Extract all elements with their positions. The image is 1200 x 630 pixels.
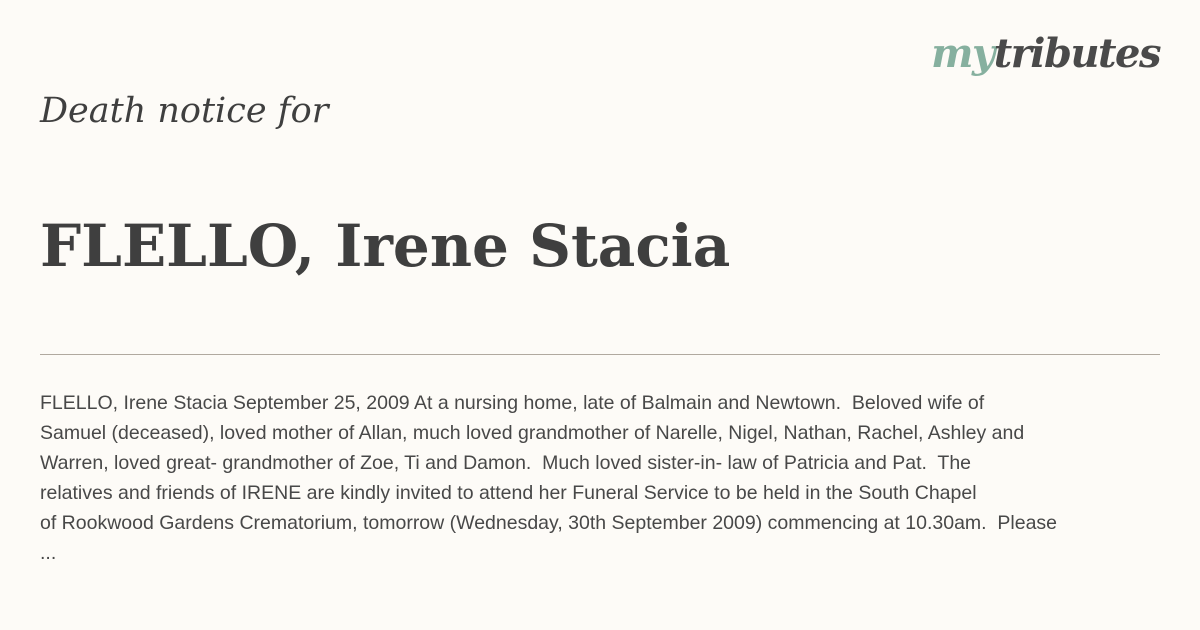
- notice-text: [40, 388, 1170, 568]
- notice-line: Samuel (deceased), loved mother of Allan, much loved grandmother of Narelle, Nigel, Nathan, Rachel, Ashley and: [40, 422, 1025, 444]
- notice-line: relatives and friends of IRENE are kindly invited to attend her Funeral Service to be held in the South Chapel: [40, 482, 977, 504]
- notice-ellipsis: ...: [40, 542, 57, 564]
- notice-line: FLELLO, Irene Stacia September 25, 2009 At a nursing home, late of Balmain and Newtown. Beloved wife of: [40, 392, 985, 414]
- page-subtitle: Death notice for: [40, 91, 329, 131]
- logo-tributes-text: tributes: [993, 30, 1160, 77]
- logo-my-text: my: [931, 30, 994, 77]
- deceased-name: FLELLO, Irene Stacia: [40, 212, 731, 280]
- divider: [40, 354, 1160, 355]
- notice-line: of Rookwood Gardens Crematorium, tomorrow (Wednesday, 30th September 2009) commencing at 10.30am. Please: [40, 512, 1058, 534]
- mytributes-logo[interactable]: [931, 30, 1160, 77]
- notice-line: Warren, loved great- grandmother of Zoe, Ti and Damon. Much loved sister-in- law of Patricia and Pat. The: [40, 452, 972, 474]
